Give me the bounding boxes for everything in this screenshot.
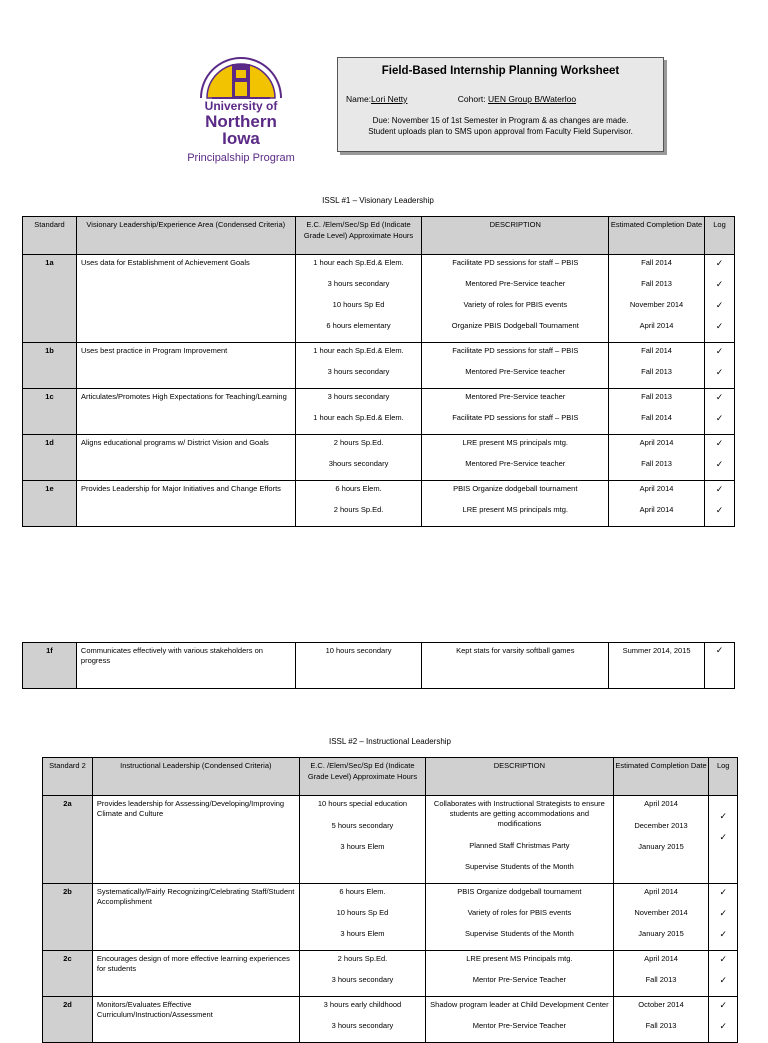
col-date: Estimated Completion Date: [613, 758, 709, 796]
hours-cell: 3 hours Elem: [340, 842, 385, 851]
hours-cell-column: [295, 435, 422, 481]
date-cell-column: [609, 481, 705, 527]
hours-cell: 1 hour each Sp.Ed.& Elem.: [313, 258, 404, 267]
hours-cell: 3 hours secondary: [331, 1021, 394, 1030]
hours-cell: 3 hours early childhood: [323, 1000, 402, 1009]
check-column: [709, 796, 738, 884]
standard-cell: 2c: [43, 951, 93, 997]
standard-cell: 1a: [23, 255, 77, 343]
date-cell-column: [613, 951, 709, 997]
date-cell: April 2014: [644, 799, 678, 808]
table-row: [23, 435, 735, 481]
hours-cell-column: [299, 796, 425, 884]
hours-cell: 10 hours Sp Ed: [332, 300, 385, 309]
cohort-value[interactable]: UEN Group B/Waterloo: [488, 94, 577, 104]
due-note: [338, 115, 663, 137]
date-cell: April 2014: [639, 484, 674, 493]
date-cell: November 2014: [629, 300, 684, 309]
hours-cell: 2 hours Sp.Ed.: [333, 505, 384, 514]
check-column: [704, 435, 734, 481]
hours-cell: 3hours secondary: [328, 459, 389, 468]
description-cell: Mentored Pre-Service teacher: [465, 392, 566, 401]
date-cell: Fall 2014: [641, 346, 672, 355]
table-row: [23, 343, 735, 389]
area-cell: Articulates/Promotes High Expectations for Teaching/Learning: [76, 389, 295, 435]
date-cell: Fall 2013: [645, 1021, 677, 1030]
check-column: [704, 481, 734, 527]
description-cell: Facilitate PD sessions for staff – PBIS: [452, 413, 579, 422]
hours-cell: 2 hours Sp.Ed.: [333, 438, 384, 447]
date-cell: Fall 2014: [641, 258, 672, 267]
description-cell: Facilitate PD sessions for staff – PBIS: [452, 258, 579, 267]
hours-cell: 2 hours Sp.Ed.: [337, 954, 388, 963]
hours-cell: 10 hours secondary: [325, 646, 392, 655]
area-cell: Uses data for Establishment of Achievement Goals: [76, 255, 295, 343]
check-icon: ✓: [715, 300, 724, 310]
date-cell-column: [609, 389, 705, 435]
hours-cell: 5 hours secondary: [331, 821, 394, 830]
date-cell: Fall 2013: [641, 459, 672, 468]
hours-cell-column: [295, 481, 422, 527]
description-cell-column: [426, 884, 614, 951]
hours-cell: 6 hours elementary: [326, 321, 391, 330]
area-cell: Provides Leadership for Major Initiatives and Change Efforts: [76, 481, 295, 527]
description-cell: LRE present MS principals mtg.: [462, 505, 569, 514]
hours-cell: 6 hours Elem.: [339, 887, 386, 896]
date-cell-column: [613, 884, 709, 951]
table-row: [43, 796, 738, 884]
date-cell-column: [609, 343, 705, 389]
date-cell: April 2014: [639, 321, 674, 330]
date-cell: Fall 2013: [645, 975, 677, 984]
name-label: Name:: [346, 94, 372, 104]
date-cell: November 2014: [634, 908, 688, 917]
hours-cell: 3 hours secondary: [331, 975, 394, 984]
date-cell: January 2015: [638, 929, 684, 938]
check-column: [704, 343, 734, 389]
hours-cell-column: [299, 997, 425, 1043]
hours-cell: 3 hours secondary: [327, 392, 390, 401]
description-cell: Planned Staff Christmas Party: [469, 841, 570, 850]
area-cell: Aligns educational programs w/ District Vision and Goals: [76, 435, 295, 481]
standard-cell: 2b: [43, 884, 93, 951]
hours-cell: 6 hours Elem.: [335, 484, 382, 493]
date-cell-column: [613, 796, 709, 884]
description-cell: PBIS Organize dodgeball tournament: [457, 887, 582, 896]
description-cell: Mentor Pre-Service Teacher: [472, 1021, 566, 1030]
check-column: [704, 389, 734, 435]
date-cell: Fall 2013: [641, 279, 672, 288]
check-icon: ✓: [715, 505, 724, 515]
cohort-label: Cohort:: [457, 94, 486, 104]
check-column: [704, 255, 734, 343]
description-cell: Variety of roles for PBIS events: [463, 300, 568, 309]
check-icon: ✓: [715, 438, 724, 448]
hours-cell-column: [299, 884, 425, 951]
area-cell: Systematically/Fairly Recognizing/Celebrating Staff/Student Accomplishment: [92, 884, 299, 951]
col-description: DESCRIPTION: [422, 217, 609, 255]
hours-cell-column: [295, 389, 422, 435]
description-cell: Kept stats for varsity softball games: [456, 646, 575, 655]
description-cell: Mentored Pre-Service teacher: [465, 367, 566, 376]
issl2-title: ISSL #2 – Instructional Leadership: [328, 737, 451, 746]
hours-cell: 3 hours secondary: [327, 367, 390, 376]
description-cell: Supervise Students of the Month: [464, 929, 574, 938]
description-cell: Mentored Pre-Service teacher: [465, 459, 566, 468]
description-cell-column: [426, 796, 614, 884]
date-cell: April 2014: [644, 887, 678, 896]
check-icon: ✓: [715, 258, 724, 268]
standard-cell: 1d: [23, 435, 77, 481]
date-cell: April 2014: [639, 438, 674, 447]
standard-cell: 1f: [23, 643, 77, 689]
hours-cell-column: [299, 951, 425, 997]
description-cell: Supervise Students of the Month: [464, 862, 574, 871]
date-cell: Summer 2014, 2015: [622, 646, 691, 655]
check-icon: ✓: [715, 459, 724, 469]
check-icon: ✓: [715, 367, 724, 377]
description-cell: LRE present MS Principals mtg.: [466, 954, 573, 963]
col-log: Log: [709, 758, 738, 796]
standard-cell: 2a: [43, 796, 93, 884]
date-cell-column: [613, 997, 709, 1043]
description-cell-column: [422, 255, 609, 343]
check-icon: ✓: [715, 413, 724, 423]
due-line1: Due: November 15 of 1st Semester in Program & as changes are made.: [372, 116, 629, 125]
hours-cell: 3 hours Elem: [340, 929, 385, 938]
worksheet-title: Field-Based Internship Planning Worksheet: [381, 65, 620, 77]
standard-cell: 1e: [23, 481, 77, 527]
check-column: [709, 884, 738, 951]
check-icon: ✓: [719, 1021, 727, 1031]
table-row: [23, 389, 735, 435]
date-cell: Fall 2013: [641, 367, 672, 376]
table-row: [43, 997, 738, 1043]
check-icon: ✓: [719, 975, 727, 985]
check-icon: ✓: [715, 392, 724, 402]
col-standard: Standard 2: [43, 758, 93, 796]
col-area: Instructional Leadership (Condensed Criteria): [92, 758, 299, 796]
logo-line1: University of: [204, 99, 278, 113]
check-column: [709, 951, 738, 997]
hours-cell: 1 hour each Sp.Ed.& Elem.: [313, 413, 404, 422]
check-icon: ✓: [719, 887, 727, 897]
date-cell: January 2015: [638, 842, 684, 851]
description-cell: Organize PBIS Dodgeball Tournament: [451, 321, 579, 330]
check-icon: ✓: [719, 832, 727, 842]
col-area: Visionary Leadership/Experience Area (Condensed Criteria): [76, 217, 295, 255]
standard-cell: 1b: [23, 343, 77, 389]
date-cell-column: [609, 255, 705, 343]
description-cell-column: [426, 951, 614, 997]
check-icon: ✓: [715, 484, 724, 494]
date-cell: April 2014: [639, 505, 674, 514]
table-row: [43, 884, 738, 951]
area-cell: Provides leadership for Assessing/Developing/Improving Climate and Culture: [92, 796, 299, 884]
description-cell-column: [422, 343, 609, 389]
description-cell: Variety of roles for PBIS events: [467, 908, 572, 917]
due-line2: Student uploads plan to SMS upon approval from Faculty Field Supervisor.: [368, 127, 633, 136]
description-cell: Collaborates with Instructional Strategists to ensure students are getting accommodations and modifications: [433, 799, 605, 828]
description-cell-column: [422, 389, 609, 435]
hours-cell: 10 hours special education: [317, 799, 408, 808]
table-row: [43, 951, 738, 997]
col-hours: E.C. /Elem/Sec/Sp Ed (Indicate Grade Level) Approximate Hours: [295, 217, 422, 255]
description-cell: PBIS Organize dodgeball tournament: [453, 484, 578, 493]
check-icon: ✓: [719, 954, 727, 964]
hours-cell: 10 hours Sp Ed: [336, 908, 389, 917]
table-row: [23, 643, 735, 689]
description-cell-column: [426, 997, 614, 1043]
issl1-title: ISSL #1 – Visionary Leadership: [322, 196, 434, 205]
table-row: [23, 255, 735, 343]
col-log: Log: [704, 217, 734, 255]
description-cell: Facilitate PD sessions for staff – PBIS: [452, 346, 579, 355]
date-cell: Fall 2014: [641, 413, 672, 422]
area-cell: Encourages design of more effective learning experiences for students: [92, 951, 299, 997]
name-value[interactable]: Lori Netty: [371, 94, 408, 104]
hours-cell: 3 hours secondary: [327, 279, 390, 288]
issl1-table: [22, 216, 735, 527]
hours-cell-column: [295, 343, 422, 389]
date-cell-column: [609, 435, 705, 481]
hours-cell: 1 hour each Sp.Ed.& Elem.: [313, 346, 404, 355]
table-row: [23, 481, 735, 527]
date-cell: April 2014: [644, 954, 678, 963]
issl1-table-cont: [22, 642, 735, 689]
description-cell-column: [422, 435, 609, 481]
name-cohort-line: [346, 94, 608, 104]
col-standard: Standard: [23, 217, 77, 255]
logo-line4: Principalship Program: [187, 152, 295, 164]
col-description: DESCRIPTION: [426, 758, 614, 796]
check-icon: ✓: [715, 279, 724, 289]
worksheet-header: [337, 57, 664, 152]
date-cell: December 2013: [634, 821, 688, 830]
description-cell: Mentor Pre-Service Teacher: [472, 975, 566, 984]
area-cell: Monitors/Evaluates Effective Curriculum/Instruction/Assessment: [92, 997, 299, 1043]
hours-cell-column: [295, 255, 422, 343]
description-cell: Mentored Pre-Service teacher: [465, 279, 566, 288]
check-icon: ✓: [715, 645, 724, 655]
check-icon: ✓: [719, 908, 727, 918]
col-hours: E.C. /Elem/Sec/Sp Ed (Indicate Grade Level) Approximate Hours: [299, 758, 425, 796]
standard-cell: 1c: [23, 389, 77, 435]
area-cell: Uses best practice in Program Improvement: [76, 343, 295, 389]
check-column: [709, 997, 738, 1043]
logo-line2: Northern: [205, 112, 277, 131]
standard-cell: 2d: [43, 997, 93, 1043]
description-cell: Shadow program leader at Child Development Center: [430, 1000, 609, 1009]
check-icon: ✓: [715, 321, 724, 331]
check-icon: ✓: [719, 1000, 727, 1010]
logo-line3: Iowa: [222, 129, 260, 148]
check-icon: ✓: [719, 929, 727, 939]
col-date: Estimated Completion Date: [609, 217, 705, 255]
date-cell: Fall 2013: [641, 392, 672, 401]
check-icon: ✓: [715, 346, 724, 356]
check-icon: ✓: [719, 811, 727, 821]
description-cell-column: [422, 481, 609, 527]
uni-logo: [176, 52, 306, 172]
description-cell: LRE present MS principals mtg.: [462, 438, 569, 447]
area-cell: Communicates effectively with various stakeholders on progress: [76, 643, 295, 689]
issl2-table: [42, 757, 738, 1043]
date-cell: October 2014: [638, 1000, 684, 1009]
